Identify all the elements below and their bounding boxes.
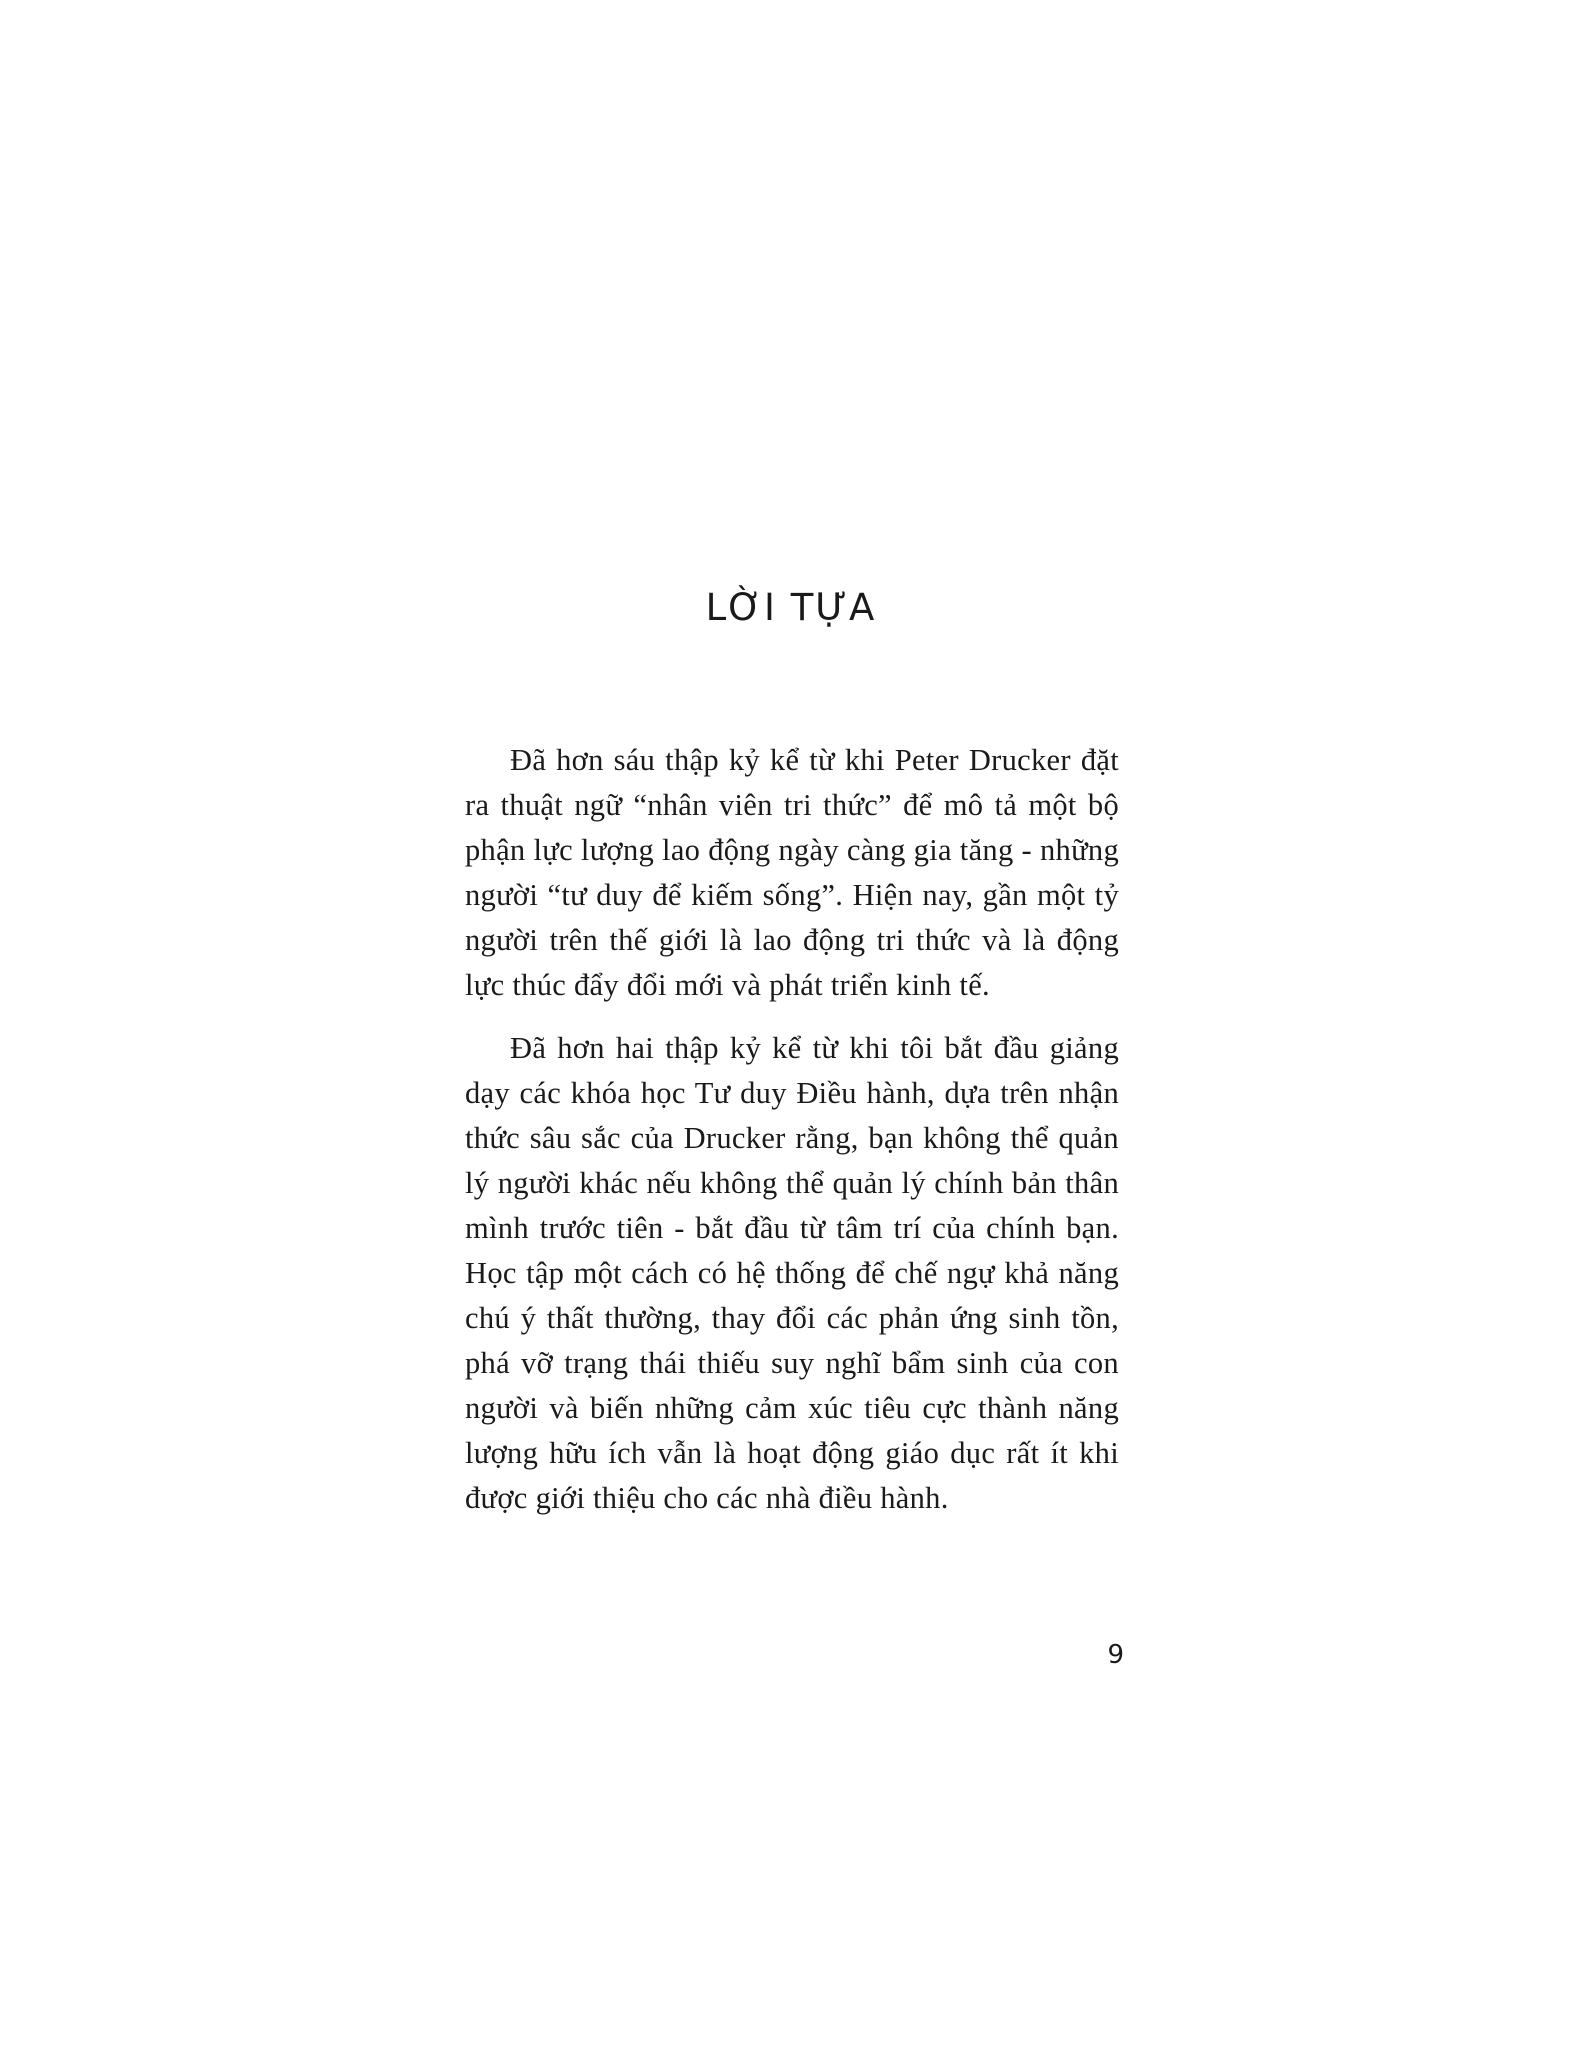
chapter-title: LỜI TỰA bbox=[705, 586, 877, 629]
page-number: 9 bbox=[1107, 1640, 1124, 1670]
paragraph-1: Đã hơn sáu thập kỷ kể từ khi Peter Drucker đặt ra thuật ngữ “nhân viên tri thức” để mô tả một bộ phận lực lượng lao động ngày càng gia tăng - những người “tư duy để kiếm sống”. Hiện nay, gần một tỷ người trên thế giới là lao động tri thức và là động lực thúc đẩy đổi mới và phát triển kinh tế. bbox=[465, 743, 1119, 1002]
body-text bbox=[465, 738, 1119, 1539]
paragraph-2: Đã hơn hai thập kỷ kể từ khi tôi bắt đầu giảng dạy các khóa học Tư duy Điều hành, dựa trên nhận thức sâu sắc của Drucker rằng, bạn không thể quản lý người khác nếu không thể quản lý chính bản thân mình trước tiên - bắt đầu từ tâm trí của chính bạn. Học tập một cách có hệ thống để chế ngự khả năng chú ý thất thường, thay đổi các phản ứng sinh tồn, phá vỡ trạng thái thiếu suy nghĩ bẩm sinh của con người và biến những cảm xúc tiêu cực thành năng lượng hữu ích vẫn là hoạt động giáo dục rất ít khi được giới thiệu cho các nhà điều hành. bbox=[465, 1031, 1119, 1515]
